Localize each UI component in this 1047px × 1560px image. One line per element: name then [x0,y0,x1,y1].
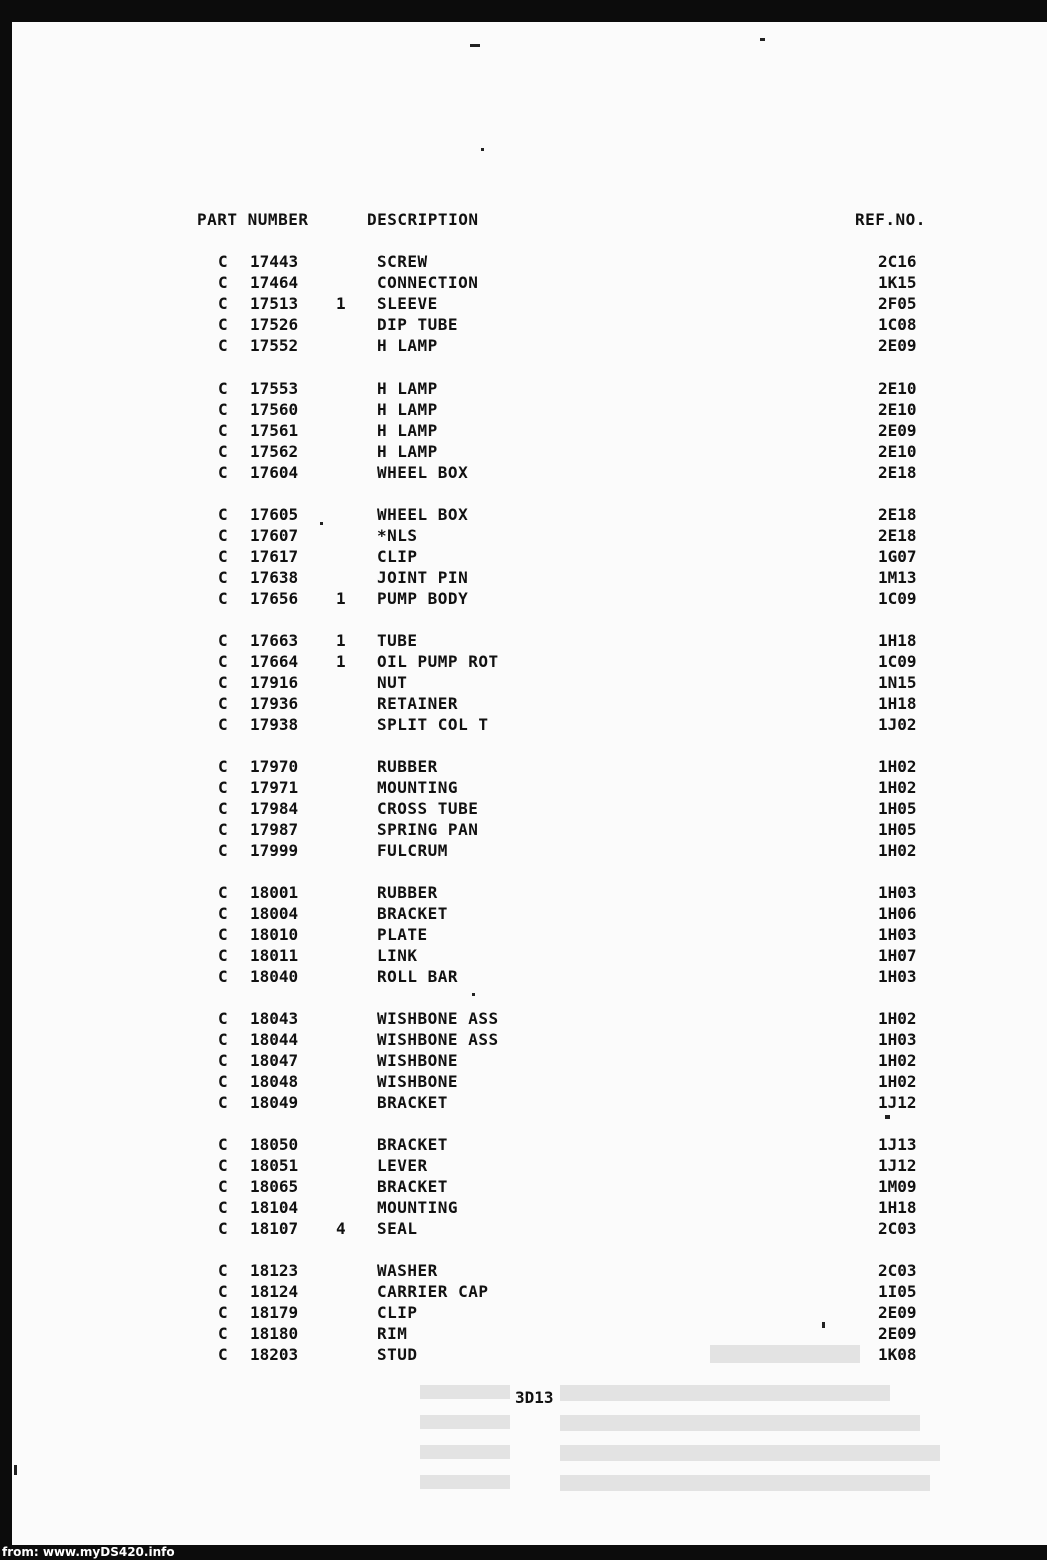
table-row [0,1030,1047,1051]
part-prefix: C [218,589,228,608]
part-description: H LAMP [377,336,438,355]
part-number: 17936 [250,694,299,713]
part-description: SPRING PAN [377,820,479,839]
table-row [0,820,1047,841]
table-row [0,799,1047,820]
part-number: 17970 [250,757,299,776]
part-prefix: C [218,400,228,419]
ref-number: 1H02 [878,1009,917,1028]
part-number: 17916 [250,673,299,692]
table-row [0,379,1047,400]
part-prefix: C [218,715,228,734]
column-header-ref-no: REF.NO. [855,210,926,229]
part-number: 17971 [250,778,299,797]
ref-number: 1J02 [878,715,917,734]
ref-number: 1H18 [878,631,917,650]
ref-number: 1N15 [878,673,917,692]
scan-border-top [0,0,1047,22]
ref-number: 1J12 [878,1156,917,1175]
part-number: 17987 [250,820,299,839]
table-row [0,652,1047,673]
part-number: 18051 [250,1156,299,1175]
source-watermark: from: www.myDS420.info [2,1545,175,1559]
part-description: STUD [377,1345,418,1364]
part-number: 17656 [250,589,299,608]
column-header-description: DESCRIPTION [367,210,479,229]
table-row [0,1198,1047,1219]
ref-number: 2E09 [878,1324,917,1343]
scan-speck [760,38,765,41]
part-prefix: C [218,526,228,545]
ref-number: 2E18 [878,526,917,545]
ref-number: 1H03 [878,967,917,986]
part-prefix: C [218,315,228,334]
ref-number: 1H02 [878,1051,917,1070]
table-row [0,273,1047,294]
part-prefix: C [218,757,228,776]
ref-number: 1M09 [878,1177,917,1196]
part-number: 17526 [250,315,299,334]
table-row [0,1177,1047,1198]
table-row [0,715,1047,736]
table-row [0,1009,1047,1030]
part-number: 18001 [250,883,299,902]
scan-speck [472,993,475,996]
part-number: 17938 [250,715,299,734]
table-row [0,1156,1047,1177]
ref-number: 1J13 [878,1135,917,1154]
ref-number: 1H05 [878,799,917,818]
scan-speck [14,1465,17,1475]
part-description: PLATE [377,925,428,944]
table-row [0,463,1047,484]
part-description: BRACKET [377,1135,448,1154]
scan-speck [470,44,480,47]
part-description: H LAMP [377,421,438,440]
part-description: H LAMP [377,379,438,398]
ref-number: 1H18 [878,694,917,713]
part-description: CROSS TUBE [377,799,479,818]
part-number: 17605 [250,505,299,524]
table-row [0,946,1047,967]
ref-number: 2E10 [878,379,917,398]
part-number: 17664 [250,652,299,671]
part-number: 18043 [250,1009,299,1028]
table-row [0,1093,1047,1114]
part-description: MOUNTING [377,778,459,797]
ref-number: 1H02 [878,778,917,797]
part-number: 18179 [250,1303,299,1322]
table-row [0,421,1047,442]
ref-number: 1K15 [878,273,917,292]
table-row [0,505,1047,526]
ref-number: 2E18 [878,505,917,524]
table-row [0,925,1047,946]
part-prefix: C [218,1282,228,1301]
quantity: 1 [336,631,346,650]
part-prefix: C [218,925,228,944]
part-prefix: C [218,778,228,797]
part-description: CLIP [377,1303,418,1322]
ref-number: 1M13 [878,568,917,587]
part-description: RUBBER [377,757,438,776]
part-description: LINK [377,946,418,965]
part-prefix: C [218,1072,228,1091]
part-prefix: C [218,421,228,440]
part-number: 17443 [250,252,299,271]
table-row [0,1324,1047,1345]
part-number: 17999 [250,841,299,860]
table-row [0,1282,1047,1303]
part-number: 18011 [250,946,299,965]
part-number: 18047 [250,1051,299,1070]
part-prefix: C [218,967,228,986]
part-number: 18044 [250,1030,299,1049]
part-description: MOUNTING [377,1198,459,1217]
part-number: 17560 [250,400,299,419]
part-prefix: C [218,1177,228,1196]
part-prefix: C [218,673,228,692]
table-row [0,967,1047,988]
ref-number: 1J12 [878,1093,917,1112]
bleed-through-shadow [420,1345,940,1515]
part-description: WISHBONE ASS [377,1009,499,1028]
part-prefix: C [218,1324,228,1343]
part-prefix: C [218,1156,228,1175]
part-description: TUBE [377,631,418,650]
table-row [0,315,1047,336]
part-prefix: C [218,1051,228,1070]
part-description: H LAMP [377,442,438,461]
ref-number: 2E09 [878,336,917,355]
part-number: 18107 [250,1219,299,1238]
part-description: WISHBONE ASS [377,1030,499,1049]
ref-number: 1H03 [878,1030,917,1049]
scan-speck [481,148,484,151]
part-prefix: C [218,946,228,965]
part-description: OIL PUMP ROT [377,652,499,671]
ref-number: 1H03 [878,925,917,944]
part-prefix: C [218,1135,228,1154]
part-prefix: C [218,1030,228,1049]
part-description: RETAINER [377,694,459,713]
ref-number: 1C09 [878,589,917,608]
table-row [0,1051,1047,1072]
table-row [0,442,1047,463]
ref-number: 1C09 [878,652,917,671]
part-number: 18040 [250,967,299,986]
ref-number: 1H05 [878,820,917,839]
part-description: PUMP BODY [377,589,469,608]
part-description: BRACKET [377,1177,448,1196]
part-prefix: C [218,904,228,923]
part-description: H LAMP [377,400,438,419]
part-prefix: C [218,379,228,398]
table-row [0,294,1047,315]
part-prefix: C [218,442,228,461]
part-description: FULCRUM [377,841,448,860]
part-description: BRACKET [377,1093,448,1112]
part-number: 17553 [250,379,299,398]
part-description: SCREW [377,252,428,271]
ref-number: 1G07 [878,547,917,566]
table-row [0,1072,1047,1093]
part-number: 18010 [250,925,299,944]
ref-number: 2C03 [878,1261,917,1280]
ref-number: 2C16 [878,252,917,271]
table-row [0,631,1047,652]
table-row [0,1261,1047,1282]
part-description: DIP TUBE [377,315,459,334]
ref-number: 1I05 [878,1282,917,1301]
ref-number: 1C08 [878,315,917,334]
quantity: 4 [336,1219,346,1238]
part-prefix: C [218,463,228,482]
part-description: WISHBONE [377,1072,459,1091]
quantity: 1 [336,652,346,671]
part-description: JOINT PIN [377,568,469,587]
part-description: CARRIER CAP [377,1282,489,1301]
table-row [0,526,1047,547]
part-number: 18123 [250,1261,299,1280]
quantity: 1 [336,294,346,313]
part-description: WASHER [377,1261,438,1280]
table-row [0,904,1047,925]
part-number: 18203 [250,1345,299,1364]
part-prefix: C [218,568,228,587]
ref-number: 2E18 [878,463,917,482]
ref-number: 2E10 [878,400,917,419]
part-prefix: C [218,505,228,524]
table-row [0,1345,1047,1366]
part-description: WHEEL BOX [377,463,469,482]
part-prefix: C [218,652,228,671]
part-prefix: C [218,820,228,839]
ref-number: 2C03 [878,1219,917,1238]
part-description: SEAL [377,1219,418,1238]
part-description: ROLL BAR [377,967,459,986]
part-description: WISHBONE [377,1051,459,1070]
ref-number: 1H02 [878,757,917,776]
part-prefix: C [218,273,228,292]
part-number: 18065 [250,1177,299,1196]
part-description: RIM [377,1324,408,1343]
ref-number: 2E09 [878,421,917,440]
table-row [0,336,1047,357]
part-number: 17513 [250,294,299,313]
table-row [0,589,1047,610]
part-number: 18048 [250,1072,299,1091]
table-row [0,694,1047,715]
part-description: NUT [377,673,408,692]
part-number: 18124 [250,1282,299,1301]
table-row [0,757,1047,778]
part-prefix: C [218,841,228,860]
ref-number: 1H07 [878,946,917,965]
part-description: LEVER [377,1156,428,1175]
part-prefix: C [218,1303,228,1322]
part-description: CLIP [377,547,418,566]
part-number: 18104 [250,1198,299,1217]
table-row [0,568,1047,589]
table-row [0,1135,1047,1156]
part-description: CONNECTION [377,273,479,292]
part-prefix: C [218,1261,228,1280]
part-prefix: C [218,1219,228,1238]
part-description: *NLS [377,526,418,545]
part-prefix: C [218,883,228,902]
part-number: 17638 [250,568,299,587]
part-number: 17561 [250,421,299,440]
column-header-part-number: PART NUMBER [197,210,309,229]
part-number: 18050 [250,1135,299,1154]
part-number: 17552 [250,336,299,355]
part-number: 17984 [250,799,299,818]
part-prefix: C [218,1345,228,1364]
part-number: 17562 [250,442,299,461]
part-prefix: C [218,252,228,271]
scan-speck [885,1115,890,1119]
part-prefix: C [218,1009,228,1028]
ref-number: 2F05 [878,294,917,313]
ref-number: 2E09 [878,1303,917,1322]
ref-number: 1H02 [878,841,917,860]
table-row [0,841,1047,862]
part-number: 17604 [250,463,299,482]
part-number: 18004 [250,904,299,923]
table-row [0,778,1047,799]
part-prefix: C [218,799,228,818]
part-number: 18180 [250,1324,299,1343]
table-row [0,883,1047,904]
page-number: 3D13 [515,1388,554,1407]
table-row [0,547,1047,568]
ref-number: 1H03 [878,883,917,902]
quantity: 1 [336,589,346,608]
part-description: SLEEVE [377,294,438,313]
part-description: RUBBER [377,883,438,902]
part-prefix: C [218,1093,228,1112]
ref-number: 2E10 [878,442,917,461]
part-prefix: C [218,1198,228,1217]
part-number: 17663 [250,631,299,650]
ref-number: 1H02 [878,1072,917,1091]
part-prefix: C [218,547,228,566]
ref-number: 1K08 [878,1345,917,1364]
ref-number: 1H06 [878,904,917,923]
table-row [0,252,1047,273]
part-description: SPLIT COL T [377,715,489,734]
part-number: 17464 [250,273,299,292]
part-description: WHEEL BOX [377,505,469,524]
part-prefix: C [218,294,228,313]
part-prefix: C [218,336,228,355]
table-row [0,1219,1047,1240]
part-number: 17607 [250,526,299,545]
part-prefix: C [218,631,228,650]
table-row [0,1303,1047,1324]
part-prefix: C [218,694,228,713]
part-number: 17617 [250,547,299,566]
table-row [0,400,1047,421]
part-number: 18049 [250,1093,299,1112]
part-description: BRACKET [377,904,448,923]
ref-number: 1H18 [878,1198,917,1217]
table-row [0,673,1047,694]
